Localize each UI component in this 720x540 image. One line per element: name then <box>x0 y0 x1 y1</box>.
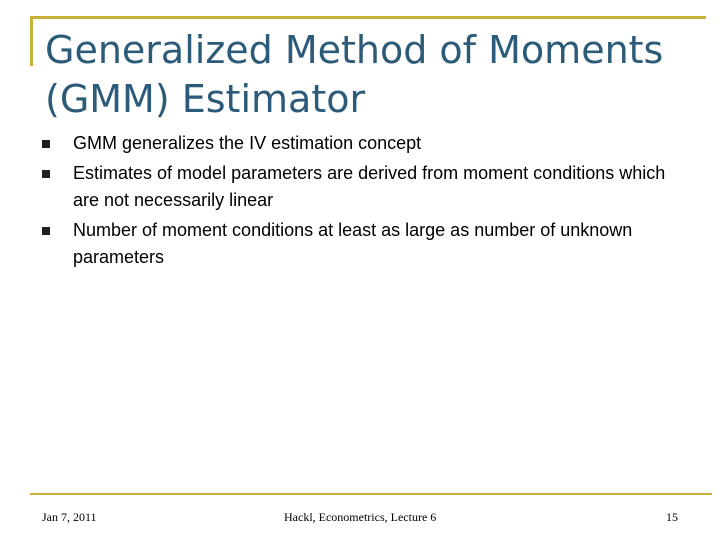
bullet-text: Number of moment conditions at least as large as number of unknown parameters <box>73 220 633 267</box>
bullet-text: GMM generalizes the IV estimation concept <box>73 133 422 153</box>
bullet-text: Estimates of model parameters are derived from moment conditions which are not necessarily linear <box>73 163 666 210</box>
footer-date: Jan 7, 2011 <box>42 510 97 524</box>
bullet-item <box>42 217 682 271</box>
bullet-item <box>42 130 682 157</box>
footer-divider <box>30 493 712 495</box>
top-border-line <box>30 16 706 19</box>
square-bullet-icon <box>42 170 50 178</box>
slide-title: Generalized Method of Moments (GMM) Estimator <box>45 28 664 121</box>
square-bullet-icon <box>42 140 50 148</box>
bullet-list <box>42 130 682 274</box>
slide-number: 15 <box>666 510 678 524</box>
footer-course-label: Hackl, Econometrics, Lecture 6 <box>284 510 437 524</box>
square-bullet-icon <box>42 227 50 235</box>
bullet-item <box>42 160 682 214</box>
left-border-line <box>30 16 33 66</box>
